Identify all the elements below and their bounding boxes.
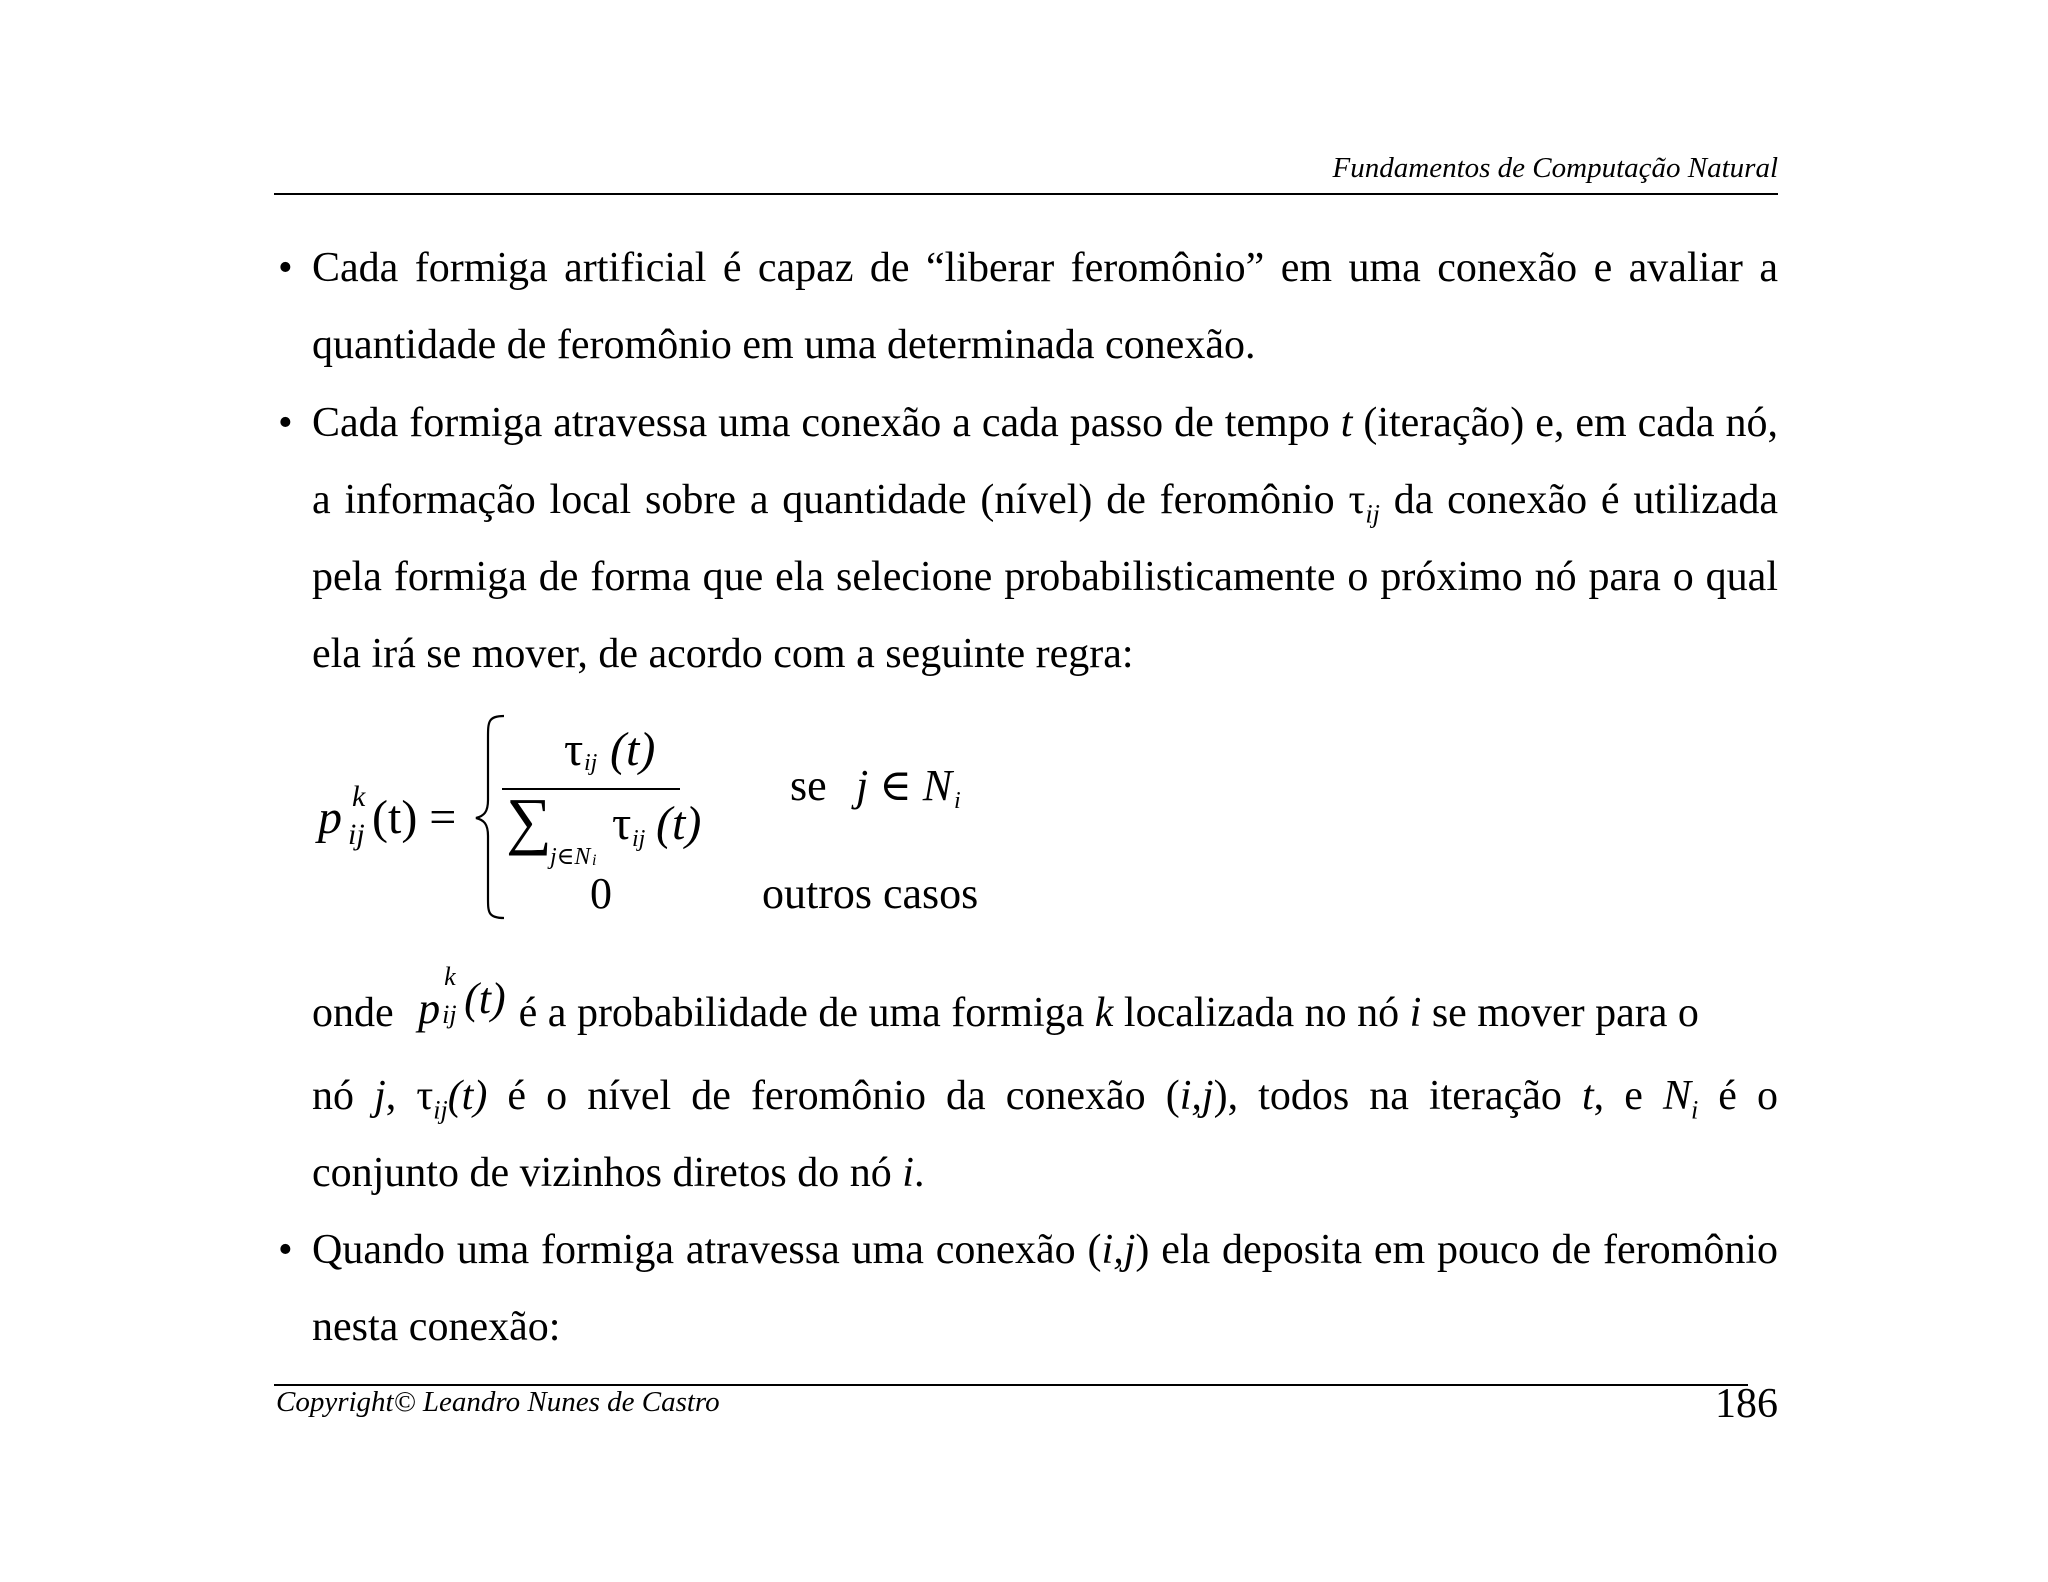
var-N: N <box>1662 1073 1691 1119</box>
inline-probability-symbol <box>404 962 508 1033</box>
page-number: 186 <box>1715 1381 1778 1427</box>
summation-index: j∈N <box>550 844 591 870</box>
text-run: onde <box>312 990 394 1036</box>
inline-superscript-k: k <box>444 962 456 991</box>
tau-symbol: τ <box>1348 477 1366 523</box>
var-k: k <box>1094 990 1114 1036</box>
conn-ij: i,j <box>1101 1227 1136 1273</box>
denominator-t: (t) <box>656 797 702 850</box>
bullet-icon: • <box>278 400 293 446</box>
numerator-subscript-ij: ij <box>584 750 598 776</box>
text-run: Quando uma formiga atravessa uma conexão ( <box>312 1227 1102 1273</box>
bullet-paragraph-2 <box>312 385 1778 693</box>
inline-subscript-ij: ij <box>442 1000 457 1029</box>
bullet-paragraph-3 <box>312 1212 1778 1366</box>
tau-symbol: τ <box>416 1073 434 1119</box>
running-header: Fundamentos de Computação Natural <box>1332 152 1778 184</box>
case2-zero: 0 <box>590 869 612 918</box>
text-run: nó <box>312 1073 354 1119</box>
case2-label: outros casos <box>762 869 979 918</box>
text-run: se mover para o <box>1431 990 1699 1036</box>
explanation-line-1 <box>312 962 1778 1052</box>
explanation-line-2: nó j, $\tau_{ij}(t)$ é o nível de feromônio da conexão (i,j), todos na iteração t, e $N_i$ é o <box>312 1073 1778 1125</box>
subscript-ij: ij <box>1365 499 1380 529</box>
summation-sign: ∑ <box>506 785 552 856</box>
formula-lhs-t: (t) = <box>372 791 457 844</box>
case1-se: se <box>790 761 827 810</box>
copyright-notice: Copyright© Leandro Nunes de Castro <box>276 1386 720 1418</box>
numerator-t: (t) <box>610 723 656 776</box>
formula-subscript-ij: ij <box>348 818 365 851</box>
text-run: da conexão é utilizada pela formiga de forma que ela selecione probabilisticamente o próximo nó para o qual ela irá se mover, de acordo com a seguinte regra: <box>312 477 1779 677</box>
text-run: conjunto de vizinhos diretos do nó <box>312 1150 892 1196</box>
formula-p: p <box>318 791 342 844</box>
bullet-icon: • <box>278 1227 293 1273</box>
inline-p: p <box>418 984 441 1033</box>
formula-superscript-k: k <box>352 780 366 813</box>
denominator-subscript-ij: ij <box>632 826 646 852</box>
var-i: i <box>1409 990 1422 1036</box>
case1-condition: j ∈ N <box>856 761 953 810</box>
inline-t: (t) <box>464 974 506 1023</box>
case1-subscript-i: i <box>954 788 961 814</box>
numerator-tau: τ <box>564 723 584 776</box>
var-t: t <box>1340 400 1353 446</box>
text-run: (iteração) e, em cada nó, a informação local sobre a quantidade (nível) de feromônio <box>312 400 1779 523</box>
text-run: ), todos na iteração <box>1213 1073 1562 1119</box>
bullet-paragraph-1: Cada formiga artificial é capaz de “liberar feromônio” em uma conexão e avaliar a quantidade de feromônio em uma determinada conexão. <box>312 245 1778 368</box>
text-run: é o <box>1718 1073 1778 1119</box>
text-run: localizada no nó <box>1123 990 1400 1036</box>
bullet-icon: • <box>278 245 293 291</box>
var-i: i <box>902 1150 914 1196</box>
text-run: ) ela deposita em pouco de feromônio nesta conexão: <box>312 1227 1779 1350</box>
probability-formula <box>312 700 1072 940</box>
header-rule <box>274 193 1778 195</box>
summation-index-i: i <box>592 852 597 869</box>
denominator-tau: τ <box>612 797 632 850</box>
explanation-line-3: conjunto de vizinhos diretos do nó i. <box>312 1150 925 1196</box>
var-j: j <box>374 1073 386 1119</box>
text-run: é a probabilidade de uma formiga <box>518 990 1085 1036</box>
text-run: é o nível de feromônio da conexão ( <box>507 1073 1180 1119</box>
text-run: Cada formiga atravessa uma conexão a cada passo de tempo <box>312 400 1330 446</box>
